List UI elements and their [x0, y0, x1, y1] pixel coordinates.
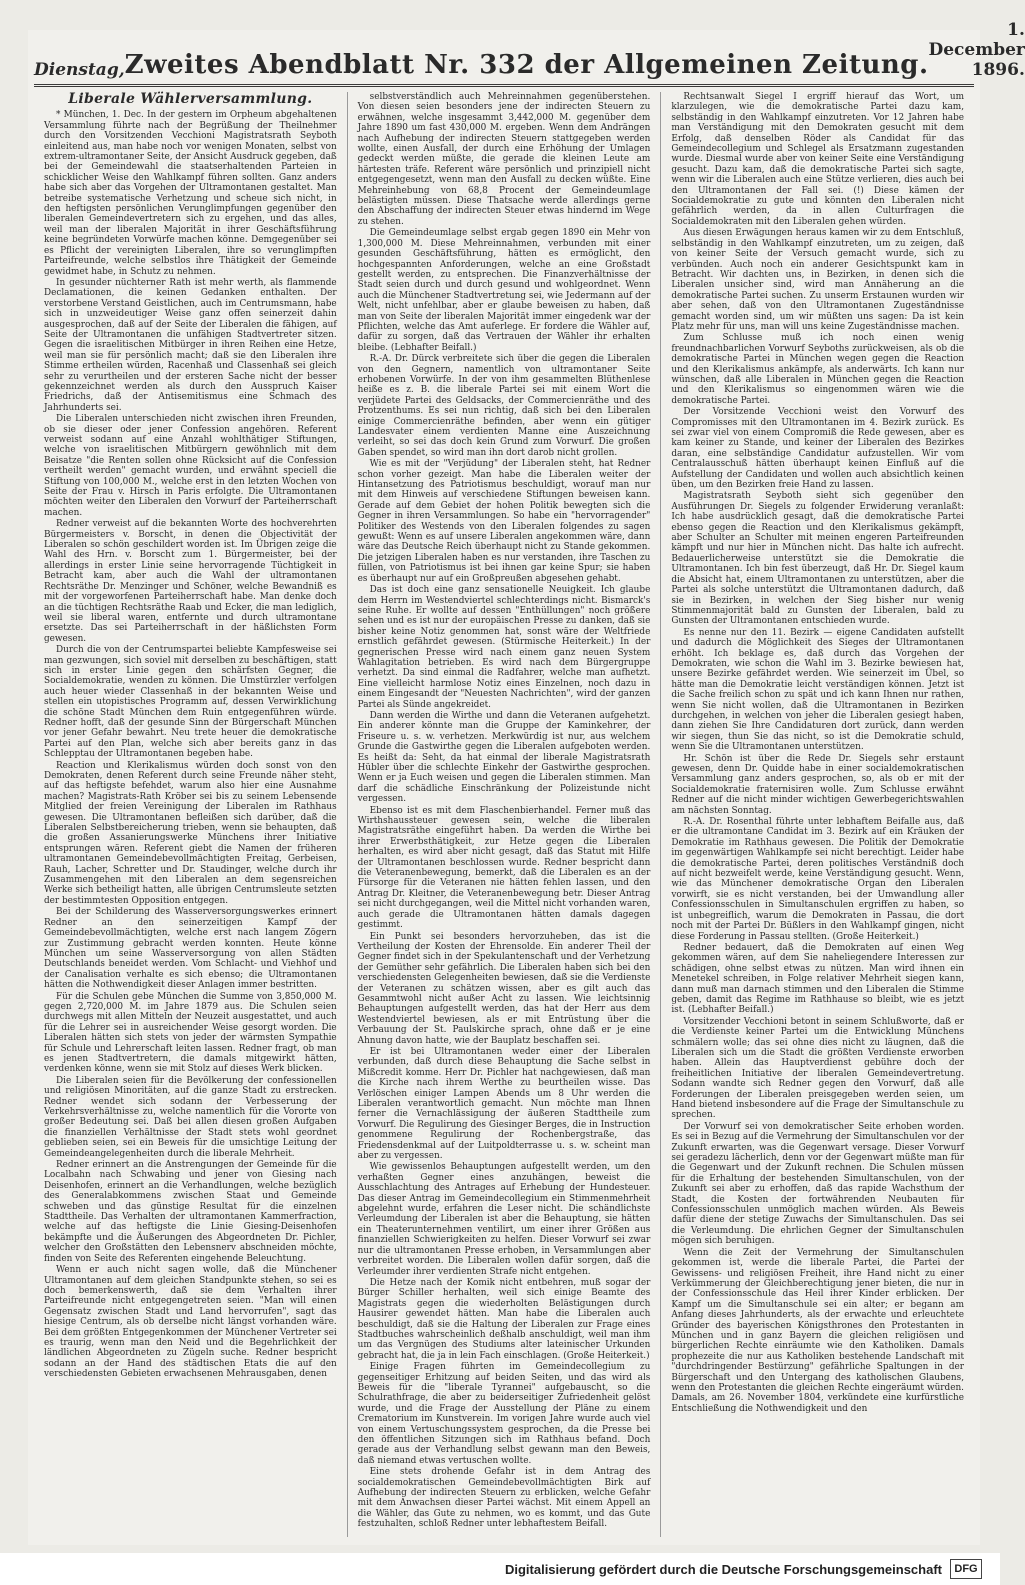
paragraph: Aus diesen Erwägungen heraus kamen wir zu dem Entschluß, selbständig in den Wahlkampf einzutreten, um zu zeigen, daß von keiner Seite der Versuch gemacht wurde, sich zu verbünden. Auch noch ein anderer Gesichtspunkt kam in Betracht. Wir dachten uns, in Bezirken, in denen sich die Liberalen unsicher sind, wird man Annäherung an die demokratische Partei suchen. Zu unserm Erstaunen wurden wir aber sehen, daß von den Ultramontanen Zugeständnisse gemacht worden sind, um wir müßten uns sagen: Da ist kein Platz mehr für uns, man will uns keine Zugeständnisse machen. — [671, 228, 965, 332]
masthead-day: Dienstag, — [34, 60, 125, 80]
paragraph: Vorsitzender Vecchioni betont in seinem Schlußworte, daß er die Verdienste keiner Partei um die Entwicklung Münchens schmälern wolle; das sei ohne dies nicht zu läugnen, daß die Liberalen sich um die Stadt die größten Verdienste erworben haben. Allein das Hauptverdienst gebühre doch der freiheitlichen Initiative der liberalen Gemeindevertretung. Sodann wandte sich Redner gegen den Vorwurf, daß alle Forderungen der Liberalen preisgegeben werden seien, um Hand bietend insbesondere auf die Frage der Simultanschule zu sprechen. — [671, 1016, 965, 1121]
paragraph: Zum Schlusse muß ich noch einen wenig freundnachbarlichen Vorwurf Seyboths zurückweisen, als ob die demokratische Partei in München wegen gegen die Reaction und den Klerikalismus ankämpfe, als anderwärts. Ich kann nur wünschen, daß alle Liberalen in München gegen die Reaction und den Klerikalismus so eingenommen wären wie die demokratische Partei. — [671, 333, 965, 406]
paragraph: Einige Fragen führten im Gemeindecollegium zu gegenseitiger Erhitzung auf beiden Seiten, und das wird als Beweis für die "liberale Tyrannei" aufgebauscht, so die Schulrathfrage, die aber zu beiderseitiger Zufriedenheit gelöst wurde, und die Frage der Ausstellung der Pläne zu einem Crematorium im Kunstverein. Im vorigen Jahre wurde auch viel von einem Vertuschungssystem gesprochen, da die Presse bei den öffentlichen Sitzungen sich im Rathhaus befand. Doch gerade aus der Verhandlung selbst gewann man den Beweis, daß niemand etwas vertuschen wollte. — [357, 1362, 651, 1466]
article-columns — [34, 92, 974, 1537]
paragraph: Redner bedauert, daß die Demokraten auf einen Weg gekommen wären, auf dem Sie naheliegendere Interessen zur schädigen, ohne selbst etwas zu nützen. Man wird ihnen ein Menetekel schreiben, in Folge relativer Mehrheit siegen kann, dann muß man darnach stimmen und den Liberalen die Stimme geben, damit das Regime im Rathhause so bleibt, wie es jetzt ist. (Lebhafter Beifall.) — [671, 942, 965, 1016]
paragraph: Redner erinnert an die Anstrengungen der Gemeinde für die Localbahn nach Schwabing und jener von Giesing nach Deisenhofen, erinnert an die Verhandlungen, welche bezüglich des Generalabkommens zwischen Staat und Gemeinde schweben und das günstige Resultat für die einzelnen Stadttheile. Das Verhalten der ultramontanen Kammerfraction, welche auf das heftigste die Linie Giesing-Deisenhofen bekämpfte und die Äußerungen des Abgeordneten Dr. Pichler, welcher den Großstätten den Lebensnerv abschneiden möchte, finden von Seite des Referenten eingehende Beleuchtung. — [44, 1160, 337, 1264]
paragraph: Redner verweist auf die bekannten Worte des hochverehrten Bürgermeisters v. Borscht, in denen die Objectivität der Liberalen so schön geschildert worden ist. Im Übrigen zeige die Wahl des Hrn. v. Borscht zum 1. Bürgermeister, bei der allerdings in erster Linie seine hervorragende Tüchtigkeit in Betracht kam, aber auch die Wahl der ultramontanen Rechtsräthe Dr. Menzinger und Schöner, welche Bewandniß es mit der vorgeworfenen Parteiherrschaft habe. Man denke doch an die tüchtigen Rechtsräthe Raab und Ecker, die man lediglich, weil sie liberal waren, entfernte und durch ultramontane ersetzte. Das sei Parteiherrschaft in der häßlichsten Form gewesen. — [44, 519, 337, 644]
paragraph: Reaction und Klerikalismus würden doch sonst von den Demokraten, denen Referent durch seine Freunde näher steht, auf das heftigste befehdet, warum also hier eine Ausnahme machen? Magistrats-Rath Kröber sei bis zu seinem Lebensende Mitglied der freien Vereinigung der Liberalen im Rathhaus gewesen. Die Ultramontanen befleißen sich darüber, daß die Liberalen Selbstbereicherung trieben, wenn sie behaupten, daß die großen Assanierungswerke Münchens ihrer Initiative entsprungen wären. Referent giebt die Namen der früheren ultramontanen Gemeindebevollmächtigten Freitag, Gerbeisen, Rauh, Lacher, Schretter und Dr. Staudinger, welche durch ihr Zusammengehen mit den Liberalen an dem segensreichen Werke sich betheiligt hatten, alle übrigen Centrumsleute setzten der bestimmtesten Opposition entgegen. — [44, 760, 337, 906]
paragraph: Dann werden die Wirthe und dann die Veteranen aufgehetzt. Ein anderer könnte man die Gruppe der Kaminkehrer, der Friseure u. s. w. verhetzen. Merkwürdig ist nur, aus welchem Grunde die Gastwirthe gegen die Liberalen aufgeboten werden. Es heißt da: Seht, da hat einmal der liberale Magistratsrath Hübler über die schlechte Einkehr der Gastwirthe gesprochen. Wenn er ja Euch weisen und gegen die Liberalen stimmen. Man darf die schädliche Einschränkung der Polizeistunde nicht vergessen. — [357, 710, 651, 805]
paragraph: Er ist bei Ultramontanen weder einer der Liberalen verbunden, daß durch diese Behauptung die Sache selbst in Mißcredit komme. Herr Dr. Pichler hat nachgewiesen, daß man die Kirche nach ihrem Werthe zu beurtheilen wisse. Das Verlöschen einiger Lampen Abends um 8 Uhr werden die Liberalen verantwortlich gemacht. Nun möchte man Ihnen ferner die Vernachlässigung der äußeren Stadttheile zum Vorwurf. Die Regulirung des Giesinger Berges, die in Instruction genommene Regulirung der Rochenbergstraße, das Friedensdenkmal auf der Luitpoldterrasse u. s. w. scheint man aber zu vergessen. — [357, 1046, 651, 1162]
masthead-title: Zweites Abendblatt Nr. 332 der Allgemeinen Zeitung. — [124, 50, 929, 80]
paragraph: In gesunder nüchterner Rath ist mehr werth, als flammende Declamationen, die keinen Gedanken enthalten. Der verstorbene Verstand Geistlichen, auch im Centrumsmann, habe sich in unzweideutiger Weise ganz offen seinerzeit dahin ausgesprochen, daß auf der Seite der Liberalen die fähigen, auf Seite der Ultramontanen die unfähigen Stadtvertreter sitzen. Gegen die israelitischen Mitbürger in ihren Reihen eine Hetze, weil man sie für persönlich macht; daß sie den Liberalen ihre Stimme ertheilen würden, Racenhaß und Classenhaß sei gleich sehr zu verurtheilen und der ersteren Sache nicht der besser gekennzeichnet werden als durch den Ausspruch Kaiser Friedrichs, daß der Antisemitismus eine Schmach des Jahrhunderts sei. — [44, 277, 337, 413]
dfg-logo-icon: DFG — [950, 1559, 982, 1579]
paragraph: Der Vorwurf sei von demokratischer Seite erhoben worden. Es sei in Bezug auf die Vermehrung der Simultanschulen vor der Zukunft erwarten, was die Gegenwart versage. Dieser Vorwurf sei geradezu lächerlich, denn vor der Gegenwart müßte man für die Gegenwart und der Zukunft rechnen. Die Schulen müssen für die Erhaltung der bestehenden Simultanschulen, von der Zukunft sei aber zu erhoffen, daß das rapide Wachsthum der Stadt, die Kosten der fortwährenden Neubauten für Confessionsschulen unmöglich machen würden. Als Beweis dafür diene der stetige Zuwachs der Simultanschulen. Das sei die Verleumdung. Die ehrlichen Gegner der Simultanschulen mögen sich beruhigen. — [671, 1121, 965, 1247]
paragraph: Für die Schulen gebe München die Summe von 3,850,000 M. gegen 2,720,000 M. im Jahre 1879 aus. Die Schulen seien durchwegs mit allen Mitteln der Neuzeit ausgestattet, und auch für die Lehrer sei in ausreichender Weise gesorgt worden. Die Liberalen hätten sich stets von jeder der wärmsten Sympathie für Schule und Lehrerschaft leiten lassen. Redner fragt, ob man es jenen Stadtvertretern, die damals mitgewirkt hätten, verdenken könne, wenn sie mit Stolz auf dieses Werk blicken. — [44, 991, 337, 1075]
paragraph: Wenn die Zeit der Vermehrung der Simultanschulen gekommen ist, werde die liberale Partei, die Partei der Gewissens- und religiösen Freiheit, ihre Hand nicht zu einer Verkümmerung der Gleichberechtigung jener bieten, die nur in der Confessionsschule das Heil ihrer Kinder erblicken. Der Kampf um die Simultanschule sei ein alter; er begann am Anfang dieses Jahrhunderts, als der erwachte und erleuchtete Gründer des bayerischen Königsthrones den Protestanten in München und in ganz Bayern die gleichen religiösen und bürgerlichen Rechte einräumte wie den Katholiken. Damals prophezeite die nur aus Katholiken bestehende Landschaft mit "durchdringender Bestürzung" gefährliche Spaltungen in der Bürgerschaft und den Untergang des katholischen Glaubens, wenn den Protestanten die gleichen Rechte eingeräumt würden. Damals, am 26. November 1804, verkündete eine kurfürstliche Entschließung die Nothwendigkeit und den — [671, 1247, 965, 1414]
paragraph: Die Liberalen seien für die Bevölkerung der confessionellen und religiösen Minoritäten, auf die ganze Stadt zu erstrecken. Redner wendet sich sodann der Verbesserung der Verkehrsverhältnisse zu, welche namentlich für die Vororte von großer Bedeutung sei. Daß bei allen diesen großen Aufgaben die finanziellen Verhältnisse der Stadt stets wohl geordnet geblieben seien, sei ein Beweis für die umsichtige Leitung der Gemeindeangelegenheiten durch die liberale Mehrheit. — [44, 1075, 337, 1159]
article-heading: Liberale Wählerversammlung. — [68, 91, 313, 107]
newspaper-page — [28, 20, 1025, 1545]
paragraph: Eine stets drohende Gefahr ist in dem Antrag des socialdemokratischen Gemeindebevollmächtigten Birk auf Aufhebung der indirecten Steuern zu erblicken, welche Gefahr mit dem Anwachsen dieser Partei wächst. Mit einem Appell an die Wähler, das Gute zu nehmen, wo es kommt, und das Gute festzuhalten, schloß Redner unter lebhaftestem Beifall. — [357, 1467, 651, 1530]
paragraph: Ein Punkt sei besonders hervorzuheben, das ist die Vertheilung der Kosten der Ehrensolde. Ein anderer Theil der Gegner findet sich in der Spekulantenschaft und der Verhetzung der Gemüther sehr gefährlich. Die Liberalen haben sich bei den verschiedensten Gelegenheiten bewiesen, daß sie die Verdienste der Veteranen zu schätzen wissen, aber es gilt auch das Gesammtwohl nicht außer Acht zu lassen. Wie leichtsinnig Behauptungen aufgestellt werden, das hat der Herr aus dem Westendviertel bewiesen, als er mit Entrüstung über die Verbauung der St. Paulskirche sprach, ohne daß er je eine Ahnung davon hatte, wie der Bauplatz beschaffen sei. — [357, 931, 651, 1046]
paragraph: R.-A. Dr. Rosenthal führte unter lebhaftem Beifalle aus, daß er die ultramontane Candidat im 3. Bezirk auf ein Kräuken der Demokratie im Rathhaus gewesen. Die Politik der Demokratie im gegenwärtigen Wahlkampfe sei nicht berechtigt. Leider habe die demokratische Partei, deren politisches Verständniß doch auf nicht bezweifelt werde, keine Verständigung gesucht. Wenn, wie das Münchener demokratische Organ den Liberalen vorwirft, sie es nicht verstanden, bei der Umwandlung aller Confessionsschulen in Simultanschulen ergriffen zu haben, so ist unbegreiflich, warum die Demokraten in Passau, die dort noch mit der Partei Dr. Büßlers in den Wahlkampf gingen, nicht diese Forderung in Passau stellten. (Große Heiterkeit.) — [671, 817, 965, 942]
masthead-date: 1. December 1896. — [928, 20, 1025, 80]
paragraph: Wie gewissenlos Behauptungen aufgestellt werden, um den verhaßten Gegner eines anzuhängen, beweist die Ausschlachtung des Antrages auf Erhebung der Hundesteuer. Das dieser Antrag im Gemeindecollegium ein Stimmenmehrheit abgelehnt wurde, erfahren die Leser nicht. Die schändlichste Verleumdung der Liberalen ist aber die Behauptung, sie hätten ein Theaterunternehmen ventilirt, um einer ihrer Größen aus finanziellen Schwierigkeiten zu helfen. Dieser Vorwurf sei zwar nur die ultramontanen Presse erhoben, in Versammlungen aber verbreitet worden. Die Liberalen wollen dafür sorgen, daß die Verleumder ihrer verdienten Strafe nicht entgehen. — [357, 1162, 651, 1277]
paragraph: selbstverständlich auch Mehreinnahmen gegenüberstehen. Von diesen seien besonders jene der indirecten Steuern zu erwähnen, welche insgesammt 3,442,000 M. gegenüber dem Jahre 1890 um fast 430,000 M. ergeben. Wenn dem Andrängen nach Aufhebung der indirecten Steuern stattgegeben werden wollte, einen Ausfall, der durch eine Erhöhung der Umlagen gedeckt werden müßte, die gerade die kleinen Leute am härtesten träfe. Referent wäre persönlich und prinzipiell nicht entgegengesetzt, wenn man den Ausfall zu decken wüßte. Eine Mehreinhebung von 68,8 Procent der Gemeindeumlage belästigten müssen. Diese Thatsache werde allerdings gerne den Abschaffung der indirecten Steuer etwas hindernd im Wege zu stehen. — [357, 92, 651, 227]
paragraph: Hr. Schön ist über die Rede Dr. Siegels sehr erstaunt gewesen, denn Dr. Quidde habe in einer socialdemokratischen Versammlung ganz anders gesprochen, so, als ob er mit der Socialdemokratie fraternisiren wolle. Zum Schlusse erwähnt Redner auf die nicht minder wichtigen Gewerbegerichtswahlen am nächsten Sonntag. — [671, 753, 965, 816]
paragraph: R.-A. Dr. Dürck verbreitete sich über die gegen die Liberalen von den Gegnern, namentlich von ultramontaner Seite erhobenen Vorwürfe. In der von ihm gesammelten Blüthenlese heiße es z. B. die liberale Partei sei mit einem Wort die verjüdete Partei des Geldsacks, der Commercienräthe und des Protzenthums. Es sei nun richtig, daß sich bei den Liberalen einige Commercienräthe befinden, aber wenn ein gütiger Landesvater einem verdienten Manne eine Auszeichnung verleiht, so sei das doch kein Grund zum Vorwurf. Die großen Gaben spendet, so wird man ihn dort darob nicht grollen. — [357, 354, 651, 458]
paragraph: Bei der Schilderung des Wasserversorgungswerkes erinnert Redner an den seinerzeitigen Kampf der Gemeindebevollmächtigten, welche erst nach langem Zögern zur Zustimmung gebracht werden konnten. Heute könne München um seine Wasserversorgung von allen Städten Deutschlands beneidet werden. Vom Schlacht- und Viehhof und der Canalisation verhalte es sich ebenso; die Ultramontanen hätten die Nothwendigkeit dieser Anlagen immer bestritten. — [44, 907, 337, 991]
paragraph: Wenn er auch nicht sagen wolle, daß die Münchener Ultramontanen auf dem gleichen Standpunkte stehen, so sei es doch bemerkenswerth, daß sie dem Verhalten ihrer Parteifreunde nicht entgegengetreten seien. "Man will einen Gegensatz zwischen Stadt und Land hervorrufen", sagt das hiesige Centrum, als ob derselbe nicht längst vorhanden wäre. Bei dem größten Entgegenkommen der Münchener Vertreter sei es traurig, wenn man den Neid und die Begehrlichkeit der ländlichen Abgeordneten zu Zügeln suche. Redner bespricht sodann an der Hand des städtischen Etats die auf den verschiedensten Gebieten erwachsenen Mehrausgaben, denen — [44, 1265, 337, 1380]
masthead — [34, 20, 1025, 87]
paragraph: Die Gemeindeumlage selbst ergab gegen 1890 ein Mehr von 1,300,000 M. Diese Mehreinnahmen, verbunden mit einer gesunden Geschäftsführung, hätten es ermöglicht, den hochgespannten Anforderungen, welche an eine Großstadt gestellt werden, zu entsprechen. Die Finanzverhältnisse der Stadt seien durch und durch gesund und wohlgeordnet. Wenn auch die Münchener Stadtvertretung sei, wie Jedermann auf der Welt, nicht unfehlbar, aber er glaube beweisen zu haben, daß man von Seite der liberalen Majorität immer eingedenk war der Pflichten, welche das Amt auferlege. Er fordere die Wähler auf, dafür zu sorgen, daß das Vertrauen der Wähler ihr erhalten bleibe. (Lebhafter Beifall.) — [357, 228, 651, 353]
digitization-footer — [0, 1553, 1000, 1585]
paragraph: Wie es mit der "Verjüdung" der Liberalen steht, hat Redner schon vorher gezeigt. Man habe die Liberalen weiter der Hintansetzung des Patriotismus beschuldigt, worauf man nur mit dem Hinweis auf verschiedene Stiftungen beweisen kann. Gerade auf dem Gebiet der hohen Politik bewegten sich die Gegner in ihren Versammlungen. So habe ein "hervorragender" Politiker des Westends von den Liberalen folgendes zu sagen gewußt: Wenn es auf unsere Liberalen angekommen wäre, dann wäre das Deutsche Reich überhaupt nicht zu Stande gekommen. Die jetzigen Liberalen haben es nur verstanden, ihre Taschen zu füllen, von Patriotismus ist bei ihnen gar keine Spur; sie haben es überhaupt nur auf ein Großpreußen abgesehen gehabt. — [357, 459, 651, 584]
paragraph: Magistratsrath Seyboth sieht sich gegenüber den Ausführungen Dr. Siegels zu folgender Erwiderung veranlaßt: Ich habe ausdrücklich gesagt, daß die demokratische Partei ebenso gegen die Reaction und den Klerikalismus gekämpft, aber Schulter an Schulter mit meinen engeren Parteifreunden kämpft und nur hier in München nicht. Das halte ich aufrecht. Bedauerlicherweise unterstützt sie die Demokratie die Ultramontanen. Ich bin fest überzeugt, daß Hr. Dr. Siegel kaum die Absicht hat, einem Ultramontanen zu unterstützen, aber die Partei als solche unterstützt die Ultramontanen dadurch, daß sie in Bezirken, in welchen der Sieg bisher nur wenig Stimmenmajorität bald zu Gunsten der Liberalen, bald zu Gunsten der Ultramontanen entschieden wurde. — [671, 491, 965, 627]
column-3 — [661, 92, 974, 1537]
paragraph: Das ist doch eine ganz sensationelle Neuigkeit. Ich glaube dem Herrn im Westendviertel schlechterdings nicht. Bismarck's seine Ruhe. Er wollte auf dessen "Enthüllungen" noch größere sehen und es ist nur der europäischen Presse zu danken, daß sie bisher keine Notiz genommen hat, sonst wäre der Weltfriede ernstlich gefährdet gewesen. (Stürmische Heiterkeit.) In der gegnerischen Presse wird nach einem ganz neuen System Wahlagitation betrieben. Es wird nach dem Bürgergruppe verhetzt. Da sind einmal die Radfahrer, welche man aufhetzt. Eine vielleicht harmlose Notiz eines Einzelnen, noch dazu in einem Eingesandt der "Neuesten Nachrichten", wird der ganzen Partei als Sünde angekreidet. — [357, 585, 651, 710]
column-2 — [348, 92, 662, 1537]
paragraph: Die Liberalen unterschieden nicht zwischen ihren Freunden, ob sie dieser oder jener Confession angehören. Referent verweist sodann auf eine Anzahl wohlthätiger Stiftungen, welche von israelitischen Mitbürgern gewöhnlich mit dem Beisatze "die Renten sollen ohne Rücksicht auf die Confession vertheilt werden" gemacht wurden, und erwähnt speciell die Stiftung von 100,000 M., welche erst in den letzten Wochen von Seite der Frau v. Hirsch in Paris erfolgte. Die Ultramontanen möchten weiter den Liberalen den Vorwurf der Parteiherrschaft machen. — [44, 414, 337, 518]
paragraph: Rechtsanwalt Siegel I ergriff hierauf das Wort, um klarzulegen, wie die demokratische Partei dazu kam, selbständig in den Wahlkampf einzutreten. Vor 12 Jahren habe man Verständigung mit den Demokraten gesucht mit dem Erfolg, daß denselben Röder als Candidat für das Gemeindecollegium und Schlegel als Ersatzmann zugestanden wurde. Diesmal wurde aber von keiner Seite eine Verständigung gesucht. Dazu kam, daß die demokratische Partei sich sagte, wenn wir die Liberalen auch eine Stütze verlieren, dies auch bei den Ultramontanen der Fall sei. (!) Diese kämen der Socialdemokratie zu gute und könnten den Liberalen nicht gefährlich werden, da in allen Culturfragen die Socialdemokraten mit den Liberalen gehen würden. — [671, 92, 965, 227]
paragraph: Der Vorsitzende Vecchioni weist den Vorwurf des Compromisses mit den Ultramontanen im 4. Bezirk zurück. Es sei zwar viel von einem Compromiß die Rede gewesen, aber es kam keiner zu Stande, und keiner der Liberalen des Bezirkes daran, eine selbständige Candidatur aufzustellen. Wir vom Centralausschuß hätten überhaupt keinen Einfluß auf die Aufstellung der Candidaten und wollen auch absichtlich keinen üben, um den Bezirken freie Hand zu lassen. — [671, 407, 965, 491]
paragraph: Ebenso ist es mit dem Flaschenbierhandel. Ferner muß das Wirthshaussteuer gewesen sein, welche die liberalen Magistratsräthe eingeführt haben. Da werden die Wirthe bei ihrer Erwerbsthätigkeit, zur Hetze gegen die Liberalen herhalten, es wird aber nicht gesagt, daß das Statut mit Hilfe der Ultramontanen beschlossen wurde. Redner bespricht dann die Veteranenbewegung, bemerkt, daß die Liberalen es an der Fürsorge für die Veteranen nie hätten fehlen lassen, und den Antrag Dr. Kleitner, die Veteranenbewegung betr. Dieser Antrag sei nicht durchgegangen, weil die Mittel nicht vorhanden waren, auch gerade die Ultramontanen hätten damals dagegen gestimmt. — [357, 805, 651, 931]
column-1 — [34, 92, 348, 1537]
paragraph: * München, 1. Dec. In der gestern im Orpheum abgehaltenen Versammlung führte nach der Begrüßung der Theilnehmer durch den Vorsitzenden Vecchioni Magistratsrath Seyboth einleitend aus, man habe noch vor wenigen Monaten, selbst von extrem-ultramontaner Seite, der Ansicht Ausdruck gegeben, daß bei der Gemeindewahl die staatserhaltenden Parteien in schicklicher Weise den Wahlkampf führen sollten. Ganz anders habe sich aber das Vorgehen der Ultramontanen gestaltet. Man betreibe systematische Verhetzung und scheue sich nicht, in den heftigsten persönlichen Verunglimpfungen gegenüber den liberalen Gemeindevertretern sich zu ergehen, und das alles, weil man der liberalen Majorität in ihrer Geschäftsführung keine begründeten Vorwürfe machen könne. Demgegenüber sei es Pflicht der vereinigten Liberalen, ihre so verunglimpften Parteifreunde, welche selbstlos ihre Thätigkeit der Gemeinde gewidmet habe, in Schutz zu nehmen. — [44, 110, 337, 277]
paragraph: Durch die von der Centrumspartei beliebte Kampfesweise sei man gezwungen, sich soviel mit derselben zu beschäftigen, statt sich in erster Linie gegen den schärfsten Gegner, die Socialdemokratie, wenden zu können. Die Umstürzler verfolgen auch heuer wieder Classenhaß in der bekannten Weise und stellen ein utopistisches Programm auf, dessen Verwirklichung die schöne Stadt München dem Ruin entgegenführen würde. Redner hofft, daß der gesunde Sinn der Bürgerschaft München vor jener Gefahr bewahrt. Neu trete heuer die demokratische Partei auf den Plan, welche sich aber bereits ganz in das Schlepptau der Ultramontanen begeben habe. — [44, 645, 337, 760]
paragraph: Es nenne nur den 11. Bezirk — eigene Candidaten aufstellt und dadurch die Möglichkeit des Sieges der Ultramontanen erhöht. Ich beklage es, daß durch das Vorgehen der Demokraten, wie schon die Wahl im 3. Bezirke bewiesen hat, unsere Bezirke gefährdet werden. Wie seinerzeit im Übel, so hätte man die Demokratie leicht verständigen können. Jetzt ist die Sache freilich schon zu spät und ich kann Ihnen nur rathen, wenn Sie nicht wollen, daß die Ultramontanen in Bezirken durchgehen, in welchen von jeher die Liberalen gesiegt haben, dann ziehen Sie Ihre Candidaturen dort zurück, dann werden wir siegen, thun Sie das nicht, so ist die Demokratie schuld, wenn Sie die Ultramontanen unterstützen. — [671, 627, 965, 753]
funding-credit: Digitalisierung gefördert durch die Deutsche Forschungsgemeinschaft — [504, 1561, 942, 1577]
paragraph: Die Hetze nach der Komik nicht entbehren, muß sogar der Bürger Schiller herhalten, weil sich einige Beamte des Magistrats gegen die wiederholten Belästigungen durch Hausirer gewendet hätten. Man habe die Liberalen auch beschuldigt, daß sie die Haltung der Liberalen zur Frage eines Stadtbuches wahrscheinlich deßhalb anschuldigt, weil man ihm um das Vergnügen des Studiums alter lateinischer Urkunden gebracht hat, die ja in lein Fach einschlagen. (Große Heiterkeit.) — [357, 1277, 651, 1361]
